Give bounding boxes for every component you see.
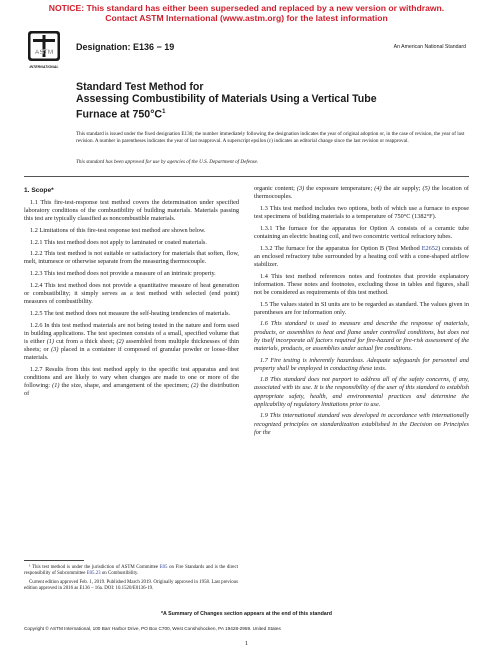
cont-text-c: the air supply; — [381, 185, 423, 192]
para-1-3: 1.3 This test method includes two options, both of which use a furnace to expose test specimens of building materials to a temperature of 750°C (1382°F). — [254, 204, 469, 220]
left-column — [24, 187, 239, 402]
document-title — [76, 81, 456, 120]
para-1-2-6 — [24, 322, 239, 362]
para-1-2-1: 1.2.1 This test method does not apply to laminated or coated materials. — [30, 238, 207, 246]
american-national-standard: An American National Standard — [393, 44, 466, 50]
title-line-2: Assessing Combustibility of Materials Using a Vertical Tube — [76, 93, 377, 106]
cont-text-a: organic content; — [254, 185, 297, 192]
para-1-6: 1.6 This standard is used to measure and describe the response of materials, products, or assemblies to heat and flame under controlled conditions, but does not by itself incorporate all factors required for fire-hazard or fire-risk assessment of the materials, products, or assemblies under actual fire conditions. — [254, 320, 469, 352]
para-1-5: 1.5 The values stated in SI units are to be regarded as standard. The values given in parentheses are for information only. — [254, 300, 469, 316]
summary-of-changes-note: *A Summary of Changes section appears at the end of this standard — [160, 611, 333, 617]
cont-text-d: the location of thermocouples. — [254, 185, 469, 201]
para-1-2-7-text-a: 1.2.7 Results from this test method apply to the specific test apparatus and test conditions and are likely to vary when changes are made to one or more of the following: — [24, 365, 239, 390]
footnote-1-text-c: on Combustibility. — [100, 571, 139, 577]
enum-marker: (3) — [51, 346, 59, 353]
para-1-2-6-text-a: 1.2.6 In this test method materials are not being tested in the nature and form used in building applications. The test specimen consists of a small, specified volume that is either — [24, 321, 239, 345]
enum-marker: (1) — [52, 382, 60, 390]
right-column — [254, 185, 469, 440]
para-1-1: 1.1 This fire-test-response test method covers the determination under specified laboratory conditions of the combustibility of building materials. Materials passing this test are typically classified as noncombustible materials. — [24, 198, 239, 222]
cont-text-b: the exposure temperature; — [304, 185, 375, 192]
title-footnote-marker: 1 — [162, 108, 166, 115]
para-1-7: 1.7 Fire testing is inherently hazardous. Adequate safeguards for personnel and property shall be employed in conducting these tests. — [254, 356, 469, 372]
para-1-2-5: 1.2.5 The test method does not measure the self-heating tendencies of materials. — [30, 309, 231, 317]
withdrawal-notice — [0, 3, 493, 23]
designation: Designation: E136 − 19 — [76, 42, 175, 52]
scope-heading: 1. Scope* — [24, 187, 54, 194]
page-number: 1 — [244, 640, 249, 647]
para-1-2-4: 1.2.4 This test method does not provide a quantitative measure of heat generation or combustibility; it simply serves as a test method with selected (end point) measures of combustibility. — [24, 281, 239, 306]
para-1-4: 1.4 This test method references notes and footnotes that provide explanatory information. These notes and footnotes, excluding those in tables and figures, shall not be considered as requirements of this test method. — [254, 272, 469, 296]
para-1-2-7-continued — [254, 185, 469, 201]
para-1-2-6-text-b: cut from a thick sheet; — [53, 337, 117, 345]
para-1-3-2 — [254, 245, 469, 269]
footnote-1 — [24, 565, 238, 578]
para-1-2-2: 1.2.2 This test method is not suitable or satisfactory for materials that soften, flow, melt, intumesce or otherwise separate from the measuring thermocouple. — [24, 250, 239, 266]
para-1-2-7-text-c: the distribution of — [24, 382, 239, 398]
title-line-3-text: Furnace at 750°C — [76, 108, 163, 121]
enum-marker: (1) — [46, 337, 54, 345]
para-1-2: 1.2 Limitations of this fire-test response test method are shown below. — [30, 226, 206, 234]
footnotes — [24, 565, 238, 594]
para-1-2-6-text-c: assembled from multiple thicknesses of thin sheets; or — [24, 337, 239, 353]
subcommittee-e05-23-link[interactable]: E05.23 — [86, 571, 101, 577]
approval-note: This standard has been approved for use by agencies of the U.S. Department of Defense. — [76, 159, 259, 165]
issuance-note: This standard is issued under the fixed designation E136; the number immediately following the designation indicates the year of original adoption or, in the case of revision, the year of last revision. A number in parentheses indicates the year of last reapproval. A superscript epsilon (ε) indicates an editorial change since the last revision or reapproval. — [76, 131, 465, 144]
para-1-3-1: 1.3.1 The furnace for the apparatus for Option A consists of a ceramic tube containing an electric heating coil, and two concentric vertical refractory tubes. — [254, 224, 469, 240]
title-line-1: Standard Test Method for — [76, 81, 204, 93]
copyright-line: Copyright © ASTM International, 100 Barr Harbor Drive, PO Box C700, West Conshohocken, PA 19428-2959. United States — [24, 626, 281, 631]
header-divider — [24, 176, 469, 177]
para-1-2-7-text-b: the size, shape, and arrangement of the specimen; — [59, 382, 192, 390]
para-1-2-7 — [24, 366, 239, 398]
para-1-3-2-text-b: ) consists of an enclosed refractory tube surrounded by a heating coil with a cone-shaped airflow stabilizer. — [254, 244, 469, 268]
footnote-1-text-b: on Fire Standards and is the direct responsibility of Subcommittee — [24, 565, 238, 577]
enum-marker: (5) — [422, 185, 430, 192]
notice-line-2: Contact ASTM International (www.astm.org) for the latest information — [105, 13, 388, 23]
para-1-2-3: 1.2.3 This test method does not provide a measure of an intrinsic property. — [30, 270, 216, 278]
para-1-8: 1.8 This standard does not purport to address all of the safety concerns, if any, associated with its use. It is the responsibility of the user of this standard to establish appropriate safety, health, and environmental practices and determine the applicability of regulatory limitations prior to use. — [254, 376, 469, 408]
title-line-3 — [76, 106, 456, 121]
footnote-edition: Current edition approved Feb. 1, 2019. Published March 2019. Originally approved in 1958. Last previous edition approved in 2016 as E136 – 16a. DOI: 10.1520/E0136-19. — [24, 579, 238, 591]
para-1-9: 1.9 This international standard was developed in accordance with internationally recognized principles on standardization established in the Decision on Principles for the — [254, 412, 469, 436]
e2652-link[interactable]: E2652 — [421, 244, 439, 252]
footnote-1-text-a: ¹ This test method is under the jurisdiction of ASTM Committee — [29, 565, 160, 570]
enum-marker: (3) — [296, 185, 305, 192]
para-1-2-6-text-d: placed in a container if composed of granular powder or loose-fiber materials. — [24, 346, 240, 362]
enum-marker: (2) — [116, 337, 124, 345]
astm-logo-icon — [24, 27, 64, 71]
svg-text:ASTM: ASTM — [34, 49, 54, 56]
committee-e05-link[interactable]: E05 — [159, 565, 168, 570]
footnote-divider — [24, 560, 84, 561]
svg-text:INTERNATIONAL: INTERNATIONAL — [29, 65, 59, 69]
enum-marker: (2) — [191, 382, 199, 390]
para-1-3-2-text-a: 1.3.2 The furnace for the apparatus for Option B (Test Method — [260, 244, 422, 252]
notice-line-1: NOTICE: This standard has either been superseded and replaced by a new version or withdrawn. — [48, 3, 445, 13]
enum-marker: (4) — [374, 185, 382, 192]
